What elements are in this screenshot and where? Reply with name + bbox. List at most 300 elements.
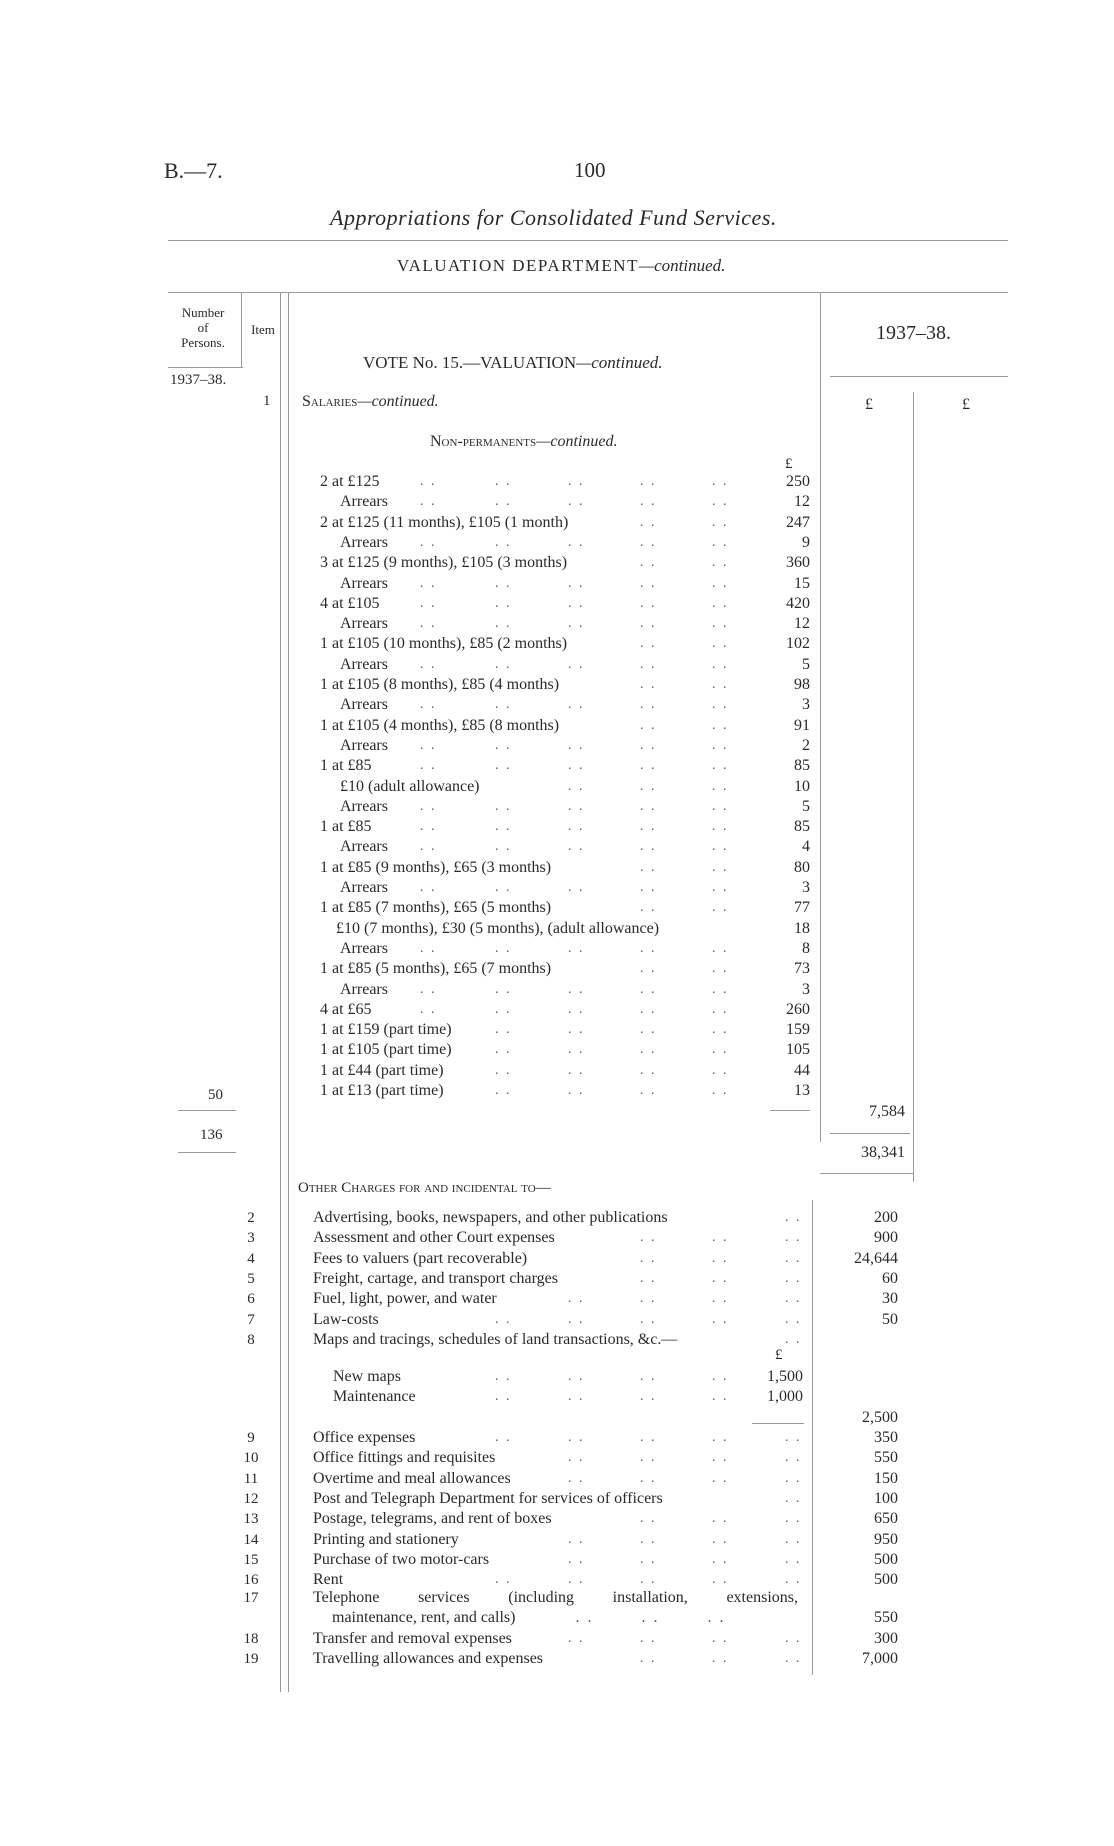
salary-line-amount: 18: [794, 919, 810, 937]
persons-column-header: [170, 305, 236, 350]
salary-leader-dots: . .: [568, 656, 585, 672]
salary-leader-dots: . .: [568, 595, 585, 611]
salary-line-text: 4 at £105: [320, 594, 380, 612]
item-amount: 30: [882, 1290, 898, 1308]
salary-leader-dots: . .: [712, 534, 729, 550]
salary-leader-dots: . .: [568, 494, 585, 510]
item-amount: 300: [874, 1630, 898, 1647]
salaries-total: 38,341: [861, 1144, 905, 1161]
item-leader-dots: . .: [712, 1450, 729, 1466]
salary-line-amount: 5: [802, 797, 810, 815]
non-permanents-text: Non-permanents: [430, 433, 537, 450]
item-leader-dots: . .: [785, 1270, 802, 1286]
salary-leader-dots: . .: [568, 819, 585, 835]
salary-leader-dots: . .: [495, 616, 512, 632]
item-leader-dots: . .: [640, 1270, 657, 1286]
salary-line-text: 1 at £85 (7 months), £65 (5 months): [320, 899, 552, 917]
salary-leader-dots: . .: [712, 778, 729, 794]
item-leader-dots: . .: [495, 1572, 512, 1588]
salary-line-text: 1 at £85 (5 months), £65 (7 months): [320, 960, 552, 978]
salary-line-text: 1 at £13 (part time): [320, 1082, 444, 1099]
department-heading: [397, 256, 725, 276]
persons-header-line3: Persons.: [181, 335, 225, 350]
salary-leader-dots: . .: [712, 1083, 729, 1098]
salary-leader-dots: . .: [420, 819, 437, 835]
item-leader-dots: . .: [568, 1551, 585, 1567]
page-title: Appropriations for Consolidated Fund Services.: [330, 205, 777, 230]
salary-line-amount: 85: [794, 757, 810, 775]
salary-leader-dots: . .: [712, 514, 729, 530]
salary-leader-dots: . .: [640, 1062, 657, 1078]
salary-leader-dots: . .: [640, 859, 657, 875]
persons-total: 136: [200, 1127, 223, 1143]
salaries-subtotal: 7,584: [869, 1103, 905, 1120]
item-number: 14: [243, 1531, 259, 1548]
salary-line-amount: 2: [802, 736, 810, 754]
salary-leader-dots: . .: [568, 474, 585, 489]
salary-leader-dots: . .: [640, 514, 657, 530]
salary-leader-dots: . .: [712, 1022, 729, 1038]
col-divider-amount-lower: [812, 1200, 813, 1675]
salary-leader-dots: . .: [640, 961, 657, 977]
salary-leader-dots: . .: [712, 656, 729, 672]
title-rule: [168, 240, 1008, 241]
salary-line-amount: 9: [802, 533, 810, 551]
maps-leader-dots: . .: [640, 1389, 657, 1405]
salary-leader-dots: . .: [640, 534, 657, 550]
salary-leader-dots: . .: [640, 595, 657, 611]
salary-leader-dots: . .: [420, 737, 437, 753]
salary-leader-dots: . .: [712, 900, 729, 916]
salary-leader-dots: . .: [712, 940, 729, 956]
item-leader-dots: . .: [785, 1311, 802, 1327]
maps-leader-dots: . .: [568, 1369, 585, 1384]
vote-title: [363, 353, 663, 373]
salary-leader-dots: . .: [640, 758, 657, 774]
item-number: 7: [247, 1311, 255, 1328]
salary-leader-dots: . .: [420, 880, 437, 895]
salary-leader-dots: . .: [640, 900, 657, 916]
salary-line-text: 1 at £85: [320, 757, 372, 775]
salary-leader-dots: . .: [420, 798, 437, 814]
salary-leader-dots: . .: [640, 839, 657, 855]
item-column-header: Item: [251, 322, 275, 337]
item-amount: 350: [874, 1429, 898, 1446]
salary-line-text: 2 at £125: [320, 473, 380, 490]
salary-leader-dots: . .: [640, 555, 657, 571]
item-leader-dots: . .: [785, 1470, 802, 1486]
salary-leader-dots: . .: [568, 1042, 585, 1058]
salary-line-amount: 13: [794, 1082, 810, 1099]
item-description: Office expenses: [313, 1429, 416, 1446]
item-number: 15: [243, 1551, 259, 1568]
salary-leader-dots: . .: [640, 940, 657, 956]
maps-leader-dots: . .: [712, 1369, 729, 1384]
salary-leader-dots: . .: [568, 534, 585, 550]
salary-leader-dots: . .: [420, 474, 437, 489]
salary-line-amount: 3: [802, 980, 810, 998]
persons-total-rule: [178, 1152, 236, 1153]
item-leader-dots: . .: [785, 1430, 802, 1445]
item-amount: 550: [874, 1449, 898, 1467]
item-leader-dots: . .: [785, 1490, 802, 1506]
salary-line-amount: 12: [794, 615, 810, 633]
salary-lines-rule: [770, 1110, 810, 1111]
salary-leader-dots: . .: [495, 819, 512, 835]
col-divider-amount: [820, 292, 821, 1142]
item-description: Law-costs: [313, 1310, 379, 1328]
salary-leader-dots: . .: [640, 697, 657, 713]
salary-leader-dots: . .: [420, 616, 437, 632]
item-leader-dots: . .: [640, 1572, 657, 1588]
salary-leader-dots: . .: [495, 758, 512, 774]
item-description: Maps and tracings, schedules of land transactions, &c.—: [313, 1330, 678, 1348]
item-leader-dots: . .: [785, 1450, 802, 1466]
salary-leader-dots: . .: [640, 575, 657, 591]
salary-leader-dots: . .: [640, 737, 657, 753]
salary-leader-dots: . .: [568, 1062, 585, 1078]
salary-leader-dots: . .: [640, 981, 657, 997]
salary-leader-dots: . .: [712, 758, 729, 774]
salary-line-text: 1 at £105 (part time): [320, 1041, 452, 1059]
item-leader-dots: . .: [568, 1631, 585, 1646]
item-number: 10: [243, 1450, 259, 1467]
item-amount: 650: [874, 1510, 898, 1528]
salary-leader-dots: . .: [640, 880, 657, 895]
persons-subtotal-rule: [178, 1110, 236, 1111]
item-leader-dots: . .: [568, 1311, 585, 1327]
persons-header-line2: of: [197, 320, 209, 335]
salary-line-amount: 77: [794, 899, 810, 917]
salary-line-text: Arrears: [340, 980, 388, 998]
salary-leader-dots: . .: [640, 819, 657, 835]
salary-leader-dots: . .: [712, 880, 729, 895]
maps-sub-text: Maintenance: [333, 1388, 416, 1406]
item-description: Overtime and meal allowances: [313, 1469, 511, 1487]
item-leader-dots: . .: [640, 1551, 657, 1567]
item-leader-dots: . .: [568, 1470, 585, 1486]
salary-leader-dots: . .: [568, 737, 585, 753]
salary-leader-dots: . .: [712, 474, 729, 489]
item-leader-dots: . .: [640, 1470, 657, 1486]
item-leader-dots: . .: [785, 1210, 802, 1225]
salary-leader-dots: . .: [712, 859, 729, 875]
salary-line-amount: 250: [786, 473, 810, 490]
telephone-line2: [332, 1608, 725, 1628]
salary-leader-dots: . .: [568, 1001, 585, 1017]
item-leader-dots: . .: [640, 1450, 657, 1466]
item-leader-dots: . .: [712, 1551, 729, 1567]
salary-leader-dots: . .: [712, 1062, 729, 1078]
item-number: 2: [247, 1210, 255, 1226]
telephone-line2-text: maintenance, rent, and calls): [332, 1609, 516, 1626]
maps-leader-dots: . .: [712, 1389, 729, 1405]
item-description: Fees to valuers (part recoverable): [313, 1249, 528, 1267]
salary-line-text: 1 at £105 (10 months), £85 (2 months): [320, 635, 568, 653]
item-leader-dots: . .: [712, 1531, 729, 1547]
item-leader-dots: . .: [785, 1572, 802, 1588]
vote-title-continued: —continued.: [576, 353, 663, 372]
salary-leader-dots: . .: [420, 839, 437, 855]
salary-leader-dots: . .: [495, 575, 512, 591]
salary-line-amount: 85: [794, 818, 810, 836]
item-leader-dots: . .: [640, 1531, 657, 1547]
item-description: Assessment and other Court expenses: [313, 1229, 555, 1247]
item-description: Transfer and removal expenses: [313, 1630, 512, 1647]
item-leader-dots: . .: [712, 1230, 729, 1246]
item-leader-dots: . .: [712, 1430, 729, 1445]
salary-line-amount: 105: [786, 1041, 810, 1059]
item-leader-dots: . .: [568, 1572, 585, 1588]
pound-label-1: £: [865, 396, 873, 413]
maps-total: 2,500: [862, 1409, 898, 1426]
item-leader-dots: . .: [495, 1311, 512, 1327]
salary-leader-dots: . .: [495, 798, 512, 814]
item-leader-dots: . .: [712, 1291, 729, 1307]
maps-leader-dots: . .: [495, 1389, 512, 1405]
salary-leader-dots: . .: [568, 1083, 585, 1098]
salary-leader-dots: . .: [420, 981, 437, 997]
item-leader-dots: . .: [640, 1230, 657, 1246]
salary-leader-dots: . .: [420, 656, 437, 672]
item-leader-dots: . .: [785, 1291, 802, 1307]
salaries-pound-label: £: [785, 456, 793, 472]
salary-leader-dots: . .: [568, 758, 585, 774]
item-amount: 100: [874, 1489, 898, 1507]
item-leader-dots: . .: [568, 1291, 585, 1307]
item-leader-dots: . .: [568, 1430, 585, 1445]
item-description: Postage, telegrams, and rent of boxes: [313, 1510, 552, 1528]
persons-subtotal: 50: [208, 1087, 223, 1103]
item-number: 9: [247, 1430, 255, 1446]
salary-line-text: 1 at £85: [320, 818, 372, 836]
salary-line-amount: 360: [786, 554, 810, 572]
salary-line-text: 1 at £159 (part time): [320, 1021, 452, 1039]
salary-leader-dots: . .: [568, 697, 585, 713]
salary-line-text: Arrears: [340, 615, 388, 633]
maps-sub-text: New maps: [333, 1368, 401, 1385]
department-name: VALUATION DEPARTMENT: [397, 256, 639, 275]
salary-line-text: Arrears: [340, 736, 388, 754]
item-17-amount: 550: [874, 1609, 898, 1626]
item-description: Printing and stationery: [313, 1530, 459, 1548]
item-number: 4: [247, 1250, 255, 1267]
salary-line-text: Arrears: [340, 797, 388, 815]
salary-line-amount: 159: [786, 1021, 810, 1039]
salary-leader-dots: . .: [495, 697, 512, 713]
salary-line-text: Arrears: [340, 879, 388, 896]
salary-leader-dots: . .: [640, 494, 657, 510]
salary-leader-dots: . .: [712, 981, 729, 997]
salary-leader-dots: . .: [568, 981, 585, 997]
salary-line-text: £10 (7 months), £30 (5 months), (adult allowance): [336, 919, 660, 937]
table-top-rule: [168, 292, 1008, 293]
salary-leader-dots: . .: [640, 1022, 657, 1038]
salary-leader-dots: . .: [420, 697, 437, 713]
salaries-heading-text: Salaries: [302, 393, 358, 410]
salary-leader-dots: . .: [495, 494, 512, 510]
salary-line-amount: 3: [802, 879, 810, 896]
item-description: Freight, cartage, and transport charges: [313, 1269, 558, 1287]
salary-leader-dots: . .: [495, 880, 512, 895]
item-17-number: 17: [243, 1590, 259, 1606]
salary-line-amount: 102: [786, 635, 810, 653]
item-description: Fuel, light, power, and water: [313, 1290, 497, 1308]
item-number: 12: [243, 1490, 259, 1507]
col-divider-item: [280, 292, 281, 1692]
item-number: 6: [247, 1291, 255, 1308]
item-amount: 950: [874, 1530, 898, 1548]
item-leader-dots: . .: [712, 1311, 729, 1327]
item-number: 18: [243, 1631, 259, 1647]
salary-line-amount: 15: [794, 574, 810, 592]
salary-line-amount: 44: [794, 1061, 810, 1079]
salary-leader-dots: . .: [712, 616, 729, 632]
item-description: Office fittings and requisites: [313, 1449, 496, 1467]
salary-line-text: 3 at £125 (9 months), £105 (3 months): [320, 554, 568, 572]
salary-leader-dots: . .: [420, 595, 437, 611]
salary-leader-dots: . .: [495, 1062, 512, 1078]
salary-line-text: Arrears: [340, 574, 388, 592]
persons-header-line1: Number: [181, 305, 225, 320]
salary-leader-dots: . .: [495, 940, 512, 956]
header-bottom-rule-left: [168, 367, 243, 368]
salary-leader-dots: . .: [568, 616, 585, 632]
salary-line-amount: 8: [802, 939, 810, 957]
salary-leader-dots: . .: [712, 737, 729, 753]
maps-sub-amount: 1,000: [767, 1388, 803, 1406]
col-divider-item2: [288, 292, 289, 1692]
salary-leader-dots: . .: [495, 839, 512, 855]
item-leader-dots: . .: [712, 1470, 729, 1486]
item-number: 3: [247, 1230, 255, 1247]
item-number: 8: [247, 1331, 255, 1348]
item-leader-dots: . .: [640, 1311, 657, 1327]
salary-leader-dots: . .: [495, 595, 512, 611]
salary-leader-dots: . .: [568, 940, 585, 956]
salary-leader-dots: . .: [712, 595, 729, 611]
item-number: 16: [243, 1572, 259, 1589]
item-amount: 500: [874, 1571, 898, 1589]
item-description: Rent: [313, 1571, 344, 1589]
item-leader-dots: . .: [785, 1230, 802, 1246]
document-reference: B.—7.: [164, 158, 223, 183]
salary-line-amount: 3: [802, 696, 810, 714]
salary-line-amount: 80: [794, 858, 810, 876]
item-leader-dots: . .: [712, 1651, 729, 1667]
item-leader-dots: . .: [640, 1430, 657, 1445]
item-leader-dots: . .: [568, 1450, 585, 1466]
item-leader-dots: . .: [785, 1651, 802, 1667]
salary-leader-dots: . .: [712, 717, 729, 733]
salary-leader-dots: . .: [568, 1022, 585, 1038]
item-leader-dots: . .: [785, 1631, 802, 1646]
page-number: 100: [574, 158, 606, 182]
salary-line-text: 2 at £125 (11 months), £105 (1 month): [320, 513, 569, 531]
item-leader-dots: . .: [495, 1430, 512, 1445]
salary-leader-dots: . .: [712, 636, 729, 652]
salary-line-text: 1 at £105 (8 months), £85 (4 months): [320, 676, 560, 693]
salary-leader-dots: . .: [495, 656, 512, 672]
maps-sub-rule: [752, 1423, 804, 1424]
salary-leader-dots: . .: [568, 778, 585, 794]
salary-line-text: Arrears: [340, 493, 388, 511]
year-column-header: 1937–38.: [876, 322, 951, 344]
salaries-heading-continued: —continued.: [357, 393, 439, 410]
salary-leader-dots: . .: [640, 1083, 657, 1098]
salary-leader-dots: . .: [640, 677, 657, 692]
telephone-line1: Telephone services (including installation, extensions,: [313, 1589, 798, 1606]
salary-leader-dots: . .: [568, 880, 585, 895]
salary-leader-dots: . .: [712, 1001, 729, 1017]
salary-leader-dots: . .: [712, 575, 729, 591]
item-description: Travelling allowances and expenses: [313, 1650, 544, 1668]
maps-leader-dots: . .: [568, 1389, 585, 1405]
salary-leader-dots: . .: [495, 474, 512, 489]
salary-leader-dots: . .: [495, 1022, 512, 1038]
item-leader-dots: . .: [640, 1511, 657, 1527]
salary-leader-dots: . .: [568, 798, 585, 814]
salary-leader-dots: . .: [568, 839, 585, 855]
salary-leader-dots: . .: [640, 717, 657, 733]
item-leader-dots: . .: [785, 1331, 802, 1347]
item-description: Purchase of two motor-cars: [313, 1550, 490, 1568]
salary-leader-dots: . .: [420, 575, 437, 591]
item-number: 19: [243, 1651, 259, 1668]
salary-leader-dots: . .: [712, 1042, 729, 1058]
pound-label-2: £: [962, 396, 970, 413]
item-1-number: 1: [263, 393, 271, 409]
salary-leader-dots: . .: [495, 1042, 512, 1058]
maps-leader-dots: . .: [495, 1369, 512, 1384]
item-amount: 60: [882, 1269, 898, 1287]
item-leader-dots: . .: [712, 1270, 729, 1286]
item-description: Advertising, books, newspapers, and other publications: [313, 1209, 668, 1226]
salary-line-text: Arrears: [340, 533, 388, 551]
maps-sub-amount: 1,500: [767, 1368, 803, 1385]
salary-leader-dots: . .: [495, 737, 512, 753]
salaries-heading: [302, 393, 439, 411]
maps-pound-label: £: [775, 1347, 783, 1363]
salary-leader-dots: . .: [420, 534, 437, 550]
header-bottom-rule-right: [830, 376, 1008, 377]
maps-leader-dots: . .: [640, 1369, 657, 1384]
other-charges-heading: Other Charges for and incidental to—: [298, 1180, 551, 1196]
department-continued: —continued.: [638, 256, 726, 275]
item-amount: 24,644: [854, 1249, 898, 1267]
item-leader-dots: . .: [712, 1631, 729, 1646]
non-permanents-subheading: [430, 433, 617, 451]
salary-leader-dots: . .: [495, 1001, 512, 1017]
item-description: Post and Telegraph Department for services of officers: [313, 1489, 663, 1507]
col-divider-total: [913, 392, 914, 1182]
salary-leader-dots: . .: [640, 798, 657, 814]
col-divider-persons: [241, 292, 242, 367]
salary-leader-dots: . .: [712, 697, 729, 713]
vote-title-text: VOTE No. 15.—VALUATION: [363, 353, 577, 372]
salary-line-amount: 4: [802, 838, 810, 856]
salary-leader-dots: . .: [640, 474, 657, 489]
item-number: 11: [243, 1470, 259, 1487]
item-amount: 900: [874, 1229, 898, 1247]
non-permanents-continued: —continued.: [536, 433, 618, 450]
salary-line-amount: 98: [794, 676, 810, 693]
item-leader-dots: . .: [640, 1631, 657, 1646]
item-leader-dots: . .: [785, 1511, 802, 1527]
salary-leader-dots: . .: [420, 494, 437, 510]
item-leader-dots: . .: [785, 1551, 802, 1567]
salary-leader-dots: . .: [640, 1001, 657, 1017]
